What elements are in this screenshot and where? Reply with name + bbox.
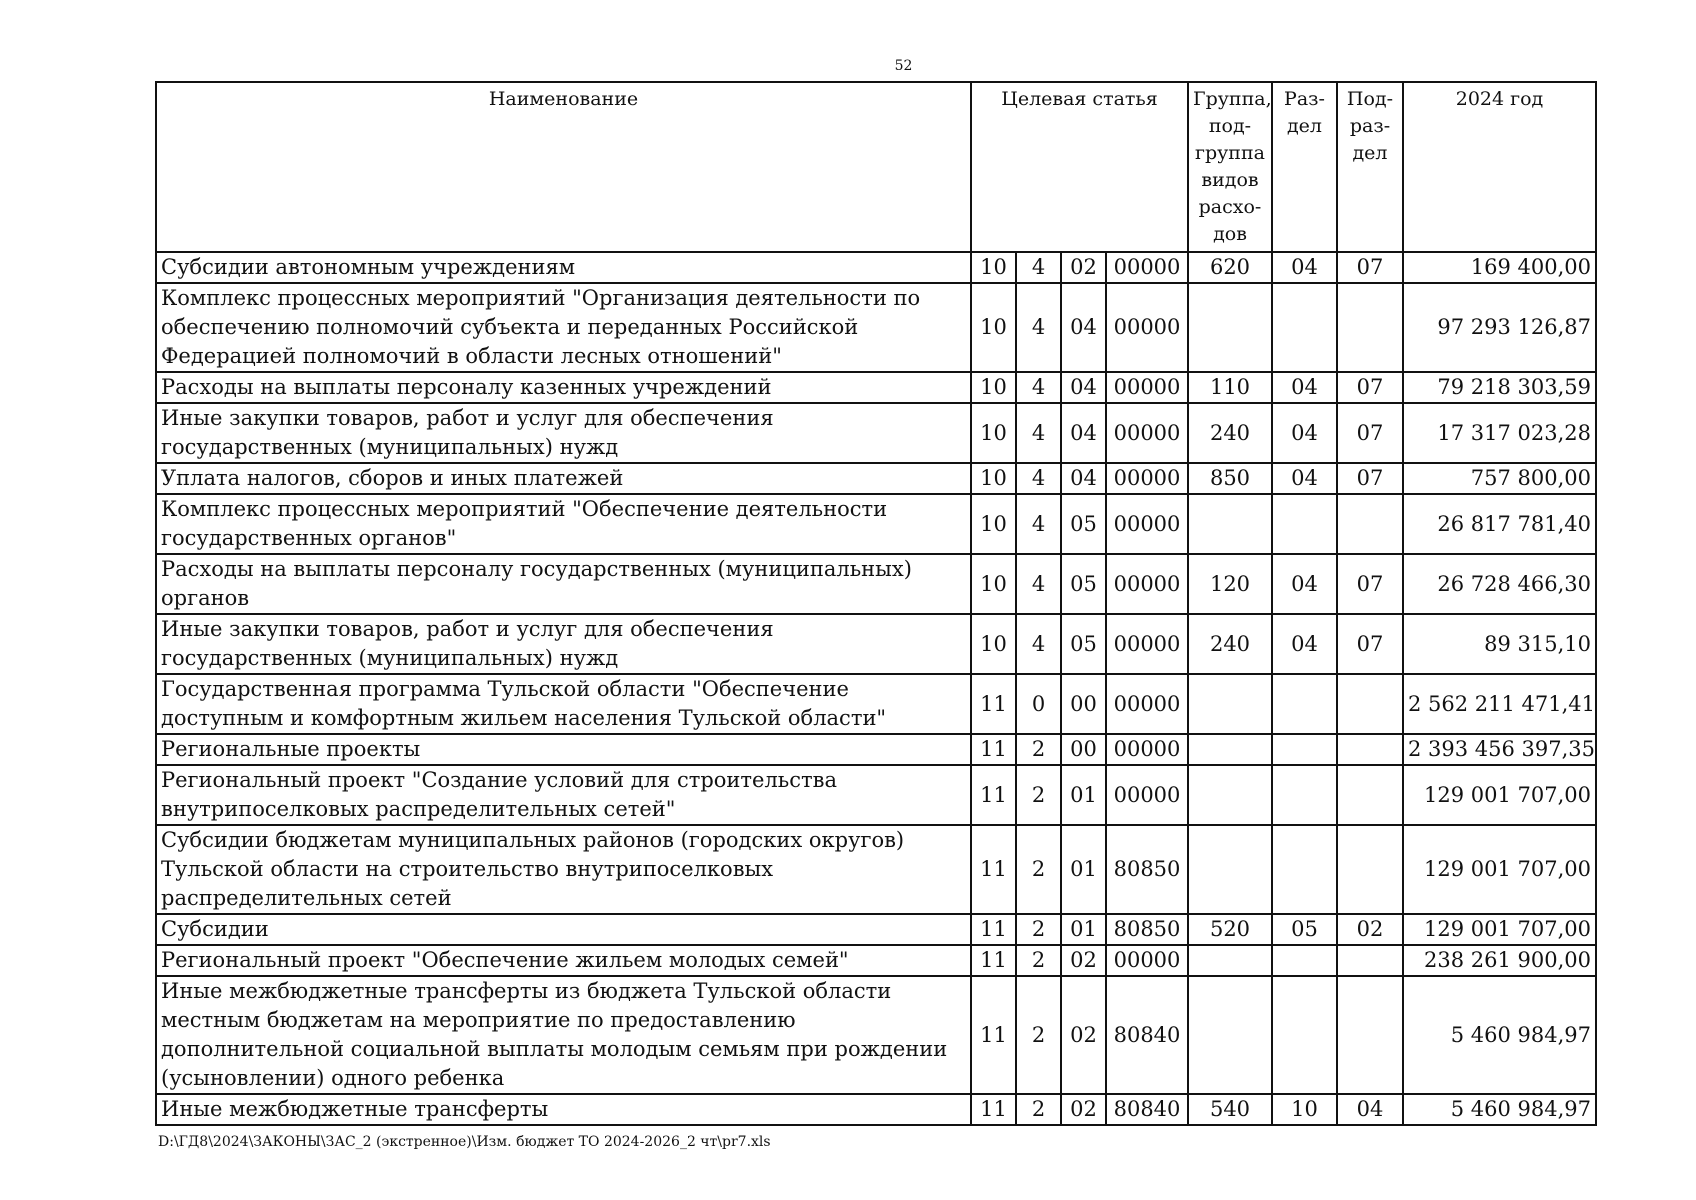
- amount-2024: 129 001 707,00: [1403, 825, 1596, 914]
- direction-code: 00000: [1106, 372, 1188, 403]
- expense-group: 620: [1188, 252, 1272, 283]
- expense-group: 540: [1188, 1094, 1272, 1125]
- row-name: Региональный проект "Обеспечение жильем молодых семей": [156, 945, 971, 976]
- structural-element-code: 04: [1061, 372, 1106, 403]
- row-name: Расходы на выплаты персоналу казенных учреждений: [156, 372, 971, 403]
- amount-2024: 17 317 023,28: [1403, 403, 1596, 463]
- program-code: 10: [971, 463, 1016, 494]
- section-code: 04: [1272, 252, 1337, 283]
- structural-element-code: 04: [1061, 463, 1106, 494]
- row-name: Комплекс процессных мероприятий "Организация деятельности по обеспечению полномочий субъекта и переданных Российской Федерацией полномочий в области лесных отношений": [156, 283, 971, 372]
- structural-element-code: 01: [1061, 825, 1106, 914]
- program-code: 11: [971, 674, 1016, 734]
- section-code: 10: [1272, 1094, 1337, 1125]
- structural-element-code: 02: [1061, 976, 1106, 1094]
- expense-group: 520: [1188, 914, 1272, 945]
- subprogram-code: 0: [1016, 674, 1061, 734]
- subprogram-code: 4: [1016, 614, 1061, 674]
- header-section: Раз-дел: [1272, 82, 1337, 252]
- expense-group: 850: [1188, 463, 1272, 494]
- row-name: Субсидии: [156, 914, 971, 945]
- section-code: 04: [1272, 372, 1337, 403]
- amount-2024: 2 393 456 397,35: [1403, 734, 1596, 765]
- subsection-code: [1337, 494, 1403, 554]
- section-code: [1272, 734, 1337, 765]
- expense-group: [1188, 976, 1272, 1094]
- subprogram-code: 4: [1016, 372, 1061, 403]
- section-code: 04: [1272, 554, 1337, 614]
- subprogram-code: 2: [1016, 945, 1061, 976]
- amount-2024: 2 562 211 471,41: [1403, 674, 1596, 734]
- table-row: [156, 554, 1596, 614]
- structural-element-code: 01: [1061, 914, 1106, 945]
- subsection-code: 07: [1337, 614, 1403, 674]
- program-code: 10: [971, 283, 1016, 372]
- table-row: [156, 494, 1596, 554]
- table-row: [156, 403, 1596, 463]
- direction-code: 00000: [1106, 252, 1188, 283]
- direction-code: 00000: [1106, 554, 1188, 614]
- row-name: Иные закупки товаров, работ и услуг для обеспечения государственных (муниципальных) нужд: [156, 403, 971, 463]
- subprogram-code: 4: [1016, 463, 1061, 494]
- direction-code: 00000: [1106, 734, 1188, 765]
- subsection-code: [1337, 976, 1403, 1094]
- program-code: 10: [971, 494, 1016, 554]
- table-row: [156, 914, 1596, 945]
- expense-group: [1188, 494, 1272, 554]
- expense-group: 240: [1188, 614, 1272, 674]
- structural-element-code: 00: [1061, 674, 1106, 734]
- amount-2024: 129 001 707,00: [1403, 914, 1596, 945]
- subprogram-code: 4: [1016, 494, 1061, 554]
- program-code: 11: [971, 734, 1016, 765]
- structural-element-code: 02: [1061, 252, 1106, 283]
- subprogram-code: 2: [1016, 825, 1061, 914]
- row-name: Комплекс процессных мероприятий "Обеспечение деятельности государственных органов": [156, 494, 971, 554]
- program-code: 10: [971, 372, 1016, 403]
- table-row: [156, 463, 1596, 494]
- structural-element-code: 01: [1061, 765, 1106, 825]
- subsection-code: 07: [1337, 252, 1403, 283]
- subsection-code: [1337, 945, 1403, 976]
- program-code: 11: [971, 825, 1016, 914]
- subsection-code: [1337, 765, 1403, 825]
- row-name: Государственная программа Тульской области "Обеспечение доступным и комфортным жильем населения Тульской области": [156, 674, 971, 734]
- row-name: Субсидии автономным учреждениям: [156, 252, 971, 283]
- row-name: Региональные проекты: [156, 734, 971, 765]
- subprogram-code: 4: [1016, 403, 1061, 463]
- expense-group: [1188, 945, 1272, 976]
- subprogram-code: 2: [1016, 914, 1061, 945]
- amount-2024: 5 460 984,97: [1403, 976, 1596, 1094]
- structural-element-code: 02: [1061, 945, 1106, 976]
- program-code: 10: [971, 554, 1016, 614]
- header-expense-group: Группа, под-группа видов расхо-дов: [1188, 82, 1272, 252]
- amount-2024: 757 800,00: [1403, 463, 1596, 494]
- amount-2024: 26 728 466,30: [1403, 554, 1596, 614]
- amount-2024: 79 218 303,59: [1403, 372, 1596, 403]
- direction-code: 80850: [1106, 825, 1188, 914]
- subsection-code: [1337, 825, 1403, 914]
- structural-element-code: 04: [1061, 283, 1106, 372]
- direction-code: 00000: [1106, 765, 1188, 825]
- subprogram-code: 2: [1016, 734, 1061, 765]
- program-code: 11: [971, 1094, 1016, 1125]
- subprogram-code: 2: [1016, 1094, 1061, 1125]
- subsection-code: 07: [1337, 554, 1403, 614]
- table-row: [156, 825, 1596, 914]
- expense-group: 110: [1188, 372, 1272, 403]
- section-code: [1272, 283, 1337, 372]
- amount-2024: 26 817 781,40: [1403, 494, 1596, 554]
- section-code: [1272, 945, 1337, 976]
- structural-element-code: 05: [1061, 614, 1106, 674]
- direction-code: 00000: [1106, 283, 1188, 372]
- section-code: [1272, 674, 1337, 734]
- direction-code: 00000: [1106, 614, 1188, 674]
- expense-group: [1188, 825, 1272, 914]
- section-code: [1272, 825, 1337, 914]
- subsection-code: [1337, 283, 1403, 372]
- subsection-code: 07: [1337, 372, 1403, 403]
- subsection-code: 07: [1337, 463, 1403, 494]
- direction-code: 00000: [1106, 403, 1188, 463]
- section-code: 04: [1272, 463, 1337, 494]
- direction-code: 00000: [1106, 945, 1188, 976]
- subsection-code: [1337, 734, 1403, 765]
- subprogram-code: 2: [1016, 976, 1061, 1094]
- header-subsection: Под-раз-дел: [1337, 82, 1403, 252]
- program-code: 11: [971, 914, 1016, 945]
- direction-code: 00000: [1106, 674, 1188, 734]
- row-name: Субсидии бюджетам муниципальных районов (городских округов) Тульской области на строительство внутрипоселковых распределительных сетей: [156, 825, 971, 914]
- direction-code: 00000: [1106, 463, 1188, 494]
- section-code: [1272, 494, 1337, 554]
- table-header-row: [156, 82, 1596, 252]
- program-code: 11: [971, 976, 1016, 1094]
- table-row: [156, 1094, 1596, 1125]
- amount-2024: 169 400,00: [1403, 252, 1596, 283]
- section-code: 04: [1272, 614, 1337, 674]
- structural-element-code: 05: [1061, 494, 1106, 554]
- subprogram-code: 2: [1016, 765, 1061, 825]
- amount-2024: 238 261 900,00: [1403, 945, 1596, 976]
- expense-group: [1188, 674, 1272, 734]
- amount-2024: 129 001 707,00: [1403, 765, 1596, 825]
- direction-code: 00000: [1106, 494, 1188, 554]
- subsection-code: [1337, 674, 1403, 734]
- program-code: 10: [971, 252, 1016, 283]
- row-name: Иные межбюджетные трансферты из бюджета Тульской области местным бюджетам на мероприятие по предоставлению дополнительной социальной выплаты молодым семьям при рождении (усыновлении) одного ребенка: [156, 976, 971, 1094]
- table-row: [156, 765, 1596, 825]
- structural-element-code: 05: [1061, 554, 1106, 614]
- row-name: Расходы на выплаты персоналу государственных (муниципальных) органов: [156, 554, 971, 614]
- expense-group: 120: [1188, 554, 1272, 614]
- subsection-code: 02: [1337, 914, 1403, 945]
- direction-code: 80840: [1106, 976, 1188, 1094]
- subprogram-code: 4: [1016, 554, 1061, 614]
- program-code: 11: [971, 765, 1016, 825]
- structural-element-code: 00: [1061, 734, 1106, 765]
- amount-2024: 89 315,10: [1403, 614, 1596, 674]
- subprogram-code: 4: [1016, 252, 1061, 283]
- program-code: 10: [971, 403, 1016, 463]
- header-year: 2024 год: [1403, 82, 1596, 252]
- direction-code: 80850: [1106, 914, 1188, 945]
- direction-code: 80840: [1106, 1094, 1188, 1125]
- table-row: [156, 734, 1596, 765]
- header-target-article: Целевая статья: [971, 82, 1188, 252]
- row-name: Региональный проект "Создание условий для строительства внутрипоселковых распределительных сетей": [156, 765, 971, 825]
- table-row: [156, 614, 1596, 674]
- table-row: [156, 674, 1596, 734]
- amount-2024: 5 460 984,97: [1403, 1094, 1596, 1125]
- budget-table: [155, 81, 1597, 1126]
- subprogram-code: 4: [1016, 283, 1061, 372]
- table-row: [156, 976, 1596, 1094]
- program-code: 10: [971, 614, 1016, 674]
- table-row: [156, 252, 1596, 283]
- program-code: 11: [971, 945, 1016, 976]
- page-number: 52: [894, 58, 913, 74]
- structural-element-code: 04: [1061, 403, 1106, 463]
- section-code: 05: [1272, 914, 1337, 945]
- expense-group: 240: [1188, 403, 1272, 463]
- amount-2024: 97 293 126,87: [1403, 283, 1596, 372]
- table-row: [156, 372, 1596, 403]
- subsection-code: 07: [1337, 403, 1403, 463]
- expense-group: [1188, 765, 1272, 825]
- table-body: [156, 252, 1596, 1125]
- row-name: Иные межбюджетные трансферты: [156, 1094, 971, 1125]
- expense-group: [1188, 734, 1272, 765]
- row-name: Уплата налогов, сборов и иных платежей: [156, 463, 971, 494]
- row-name: Иные закупки товаров, работ и услуг для обеспечения государственных (муниципальных) нужд: [156, 614, 971, 674]
- section-code: [1272, 765, 1337, 825]
- subsection-code: 04: [1337, 1094, 1403, 1125]
- file-path-footer: D:\ГД8\2024\ЗАКОНЫ\ЗАС_2 (экстренное)\Изм. бюджет ТО 2024-2026_2 чт\pr7.xls: [158, 1134, 771, 1150]
- expense-group: [1188, 283, 1272, 372]
- table-row: [156, 283, 1596, 372]
- section-code: [1272, 976, 1337, 1094]
- section-code: 04: [1272, 403, 1337, 463]
- table-row: [156, 945, 1596, 976]
- structural-element-code: 02: [1061, 1094, 1106, 1125]
- header-name: Наименование: [156, 82, 971, 252]
